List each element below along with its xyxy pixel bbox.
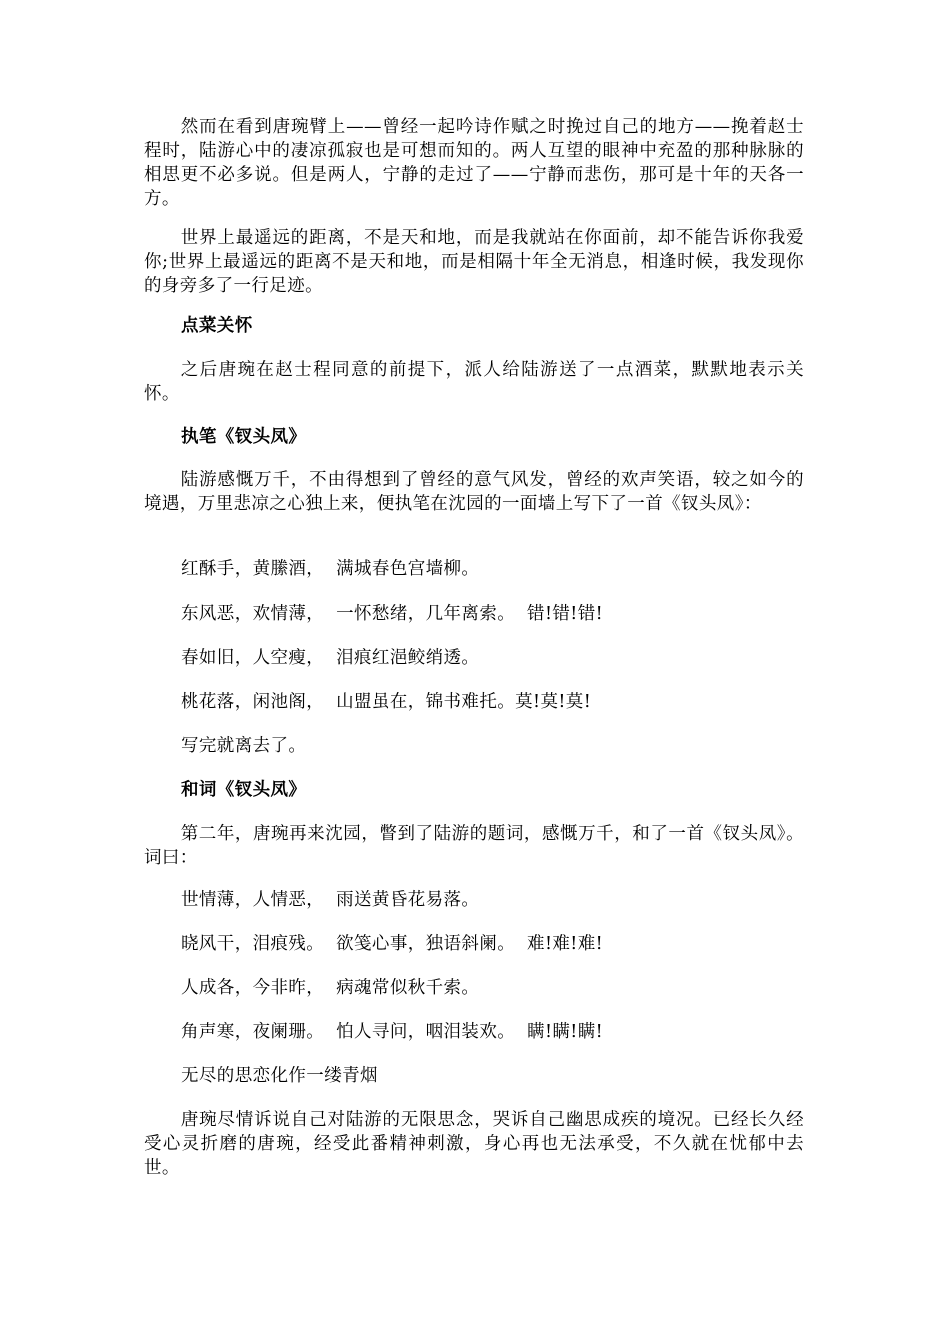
section-heading-reply-poem: 和词《钗头凤》 (181, 780, 307, 800)
poem1-line: 桃花落，闲池阁， 山盟虽在，锦书难托。莫!莫!莫! (181, 692, 592, 712)
poem1-line: 东风恶，欢情薄， 一怀愁绪，几年离索。 错!错!错! (181, 604, 604, 624)
section-heading-writing-poem: 执笔《钗头凤》 (181, 427, 307, 447)
poem2-line: 晓风干，泪痕残。 欲笺心事，独语斜阑。 难!难!难! (181, 934, 604, 954)
poem2-line: 角声寒，夜阑珊。 怕人寻问，咽泪装欢。 瞒!瞒!瞒! (181, 1022, 604, 1042)
poem2-line: 人成各，今非昨， 病魂常似秋千索。 (181, 978, 480, 998)
paragraph-lu-you-writes: 陆游感慨万千，不由得想到了曾经的意气风发，曾经的欢声笑语，较之如今的境遇，万里悲凉之心独上来，便执笔在沈园的一面墙上写下了一首《钗头凤》： (144, 470, 804, 514)
paragraph-endless-longing: 无尽的思恋化作一缕青烟 (181, 1066, 378, 1086)
poem1-line: 红酥手，黄縢酒， 满城春色宫墙柳。 (181, 559, 480, 579)
poem2-line: 世情薄，人情恶， 雨送黄昏花易落。 (181, 890, 480, 910)
paragraph-meeting: 然而在看到唐琬臂上——曾经一起吟诗作赋之时挽过自己的地方——挽着赵士程时，陆游心中的凄凉孤寂也是可想而知的。两人互望的眼神中充盈的那种脉脉的相思更不必多说。但是两人，宁静的走过了——宁静而悲伤，那可是十年的天各一方。 (144, 117, 804, 209)
section-heading-ordering-food: 点菜关怀 (181, 316, 253, 336)
paragraph-farthest-distance: 世界上最遥远的距离，不是天和地，而是我就站在你面前，却不能告诉你我爱你;世界上最遥远的距离不是天和地，而是相隔十年全无消息，相逢时候，我发现你的身旁多了一行足迹。 (144, 228, 804, 296)
paragraph-tang-wan-death: 唐琬尽情诉说自己对陆游的无限思念，哭诉自己幽思成疾的境况。已经长久经受心灵折磨的唐琬，经受此番精神刺激，身心再也无法承受，不久就在忧郁中去世。 (144, 1110, 804, 1178)
paragraph-food: 之后唐琬在赵士程同意的前提下，派人给陆游送了一点酒菜，默默地表示关怀。 (144, 360, 804, 404)
poem1-line: 春如旧，人空瘦， 泪痕红浥鲛绡透。 (181, 648, 480, 668)
paragraph-left: 写完就离去了。 (181, 736, 307, 756)
paragraph-tang-wan-returns: 第二年，唐琬再来沈园，瞥到了陆游的题词，感慨万千，和了一首《钗头凤》。词曰： (144, 824, 804, 868)
